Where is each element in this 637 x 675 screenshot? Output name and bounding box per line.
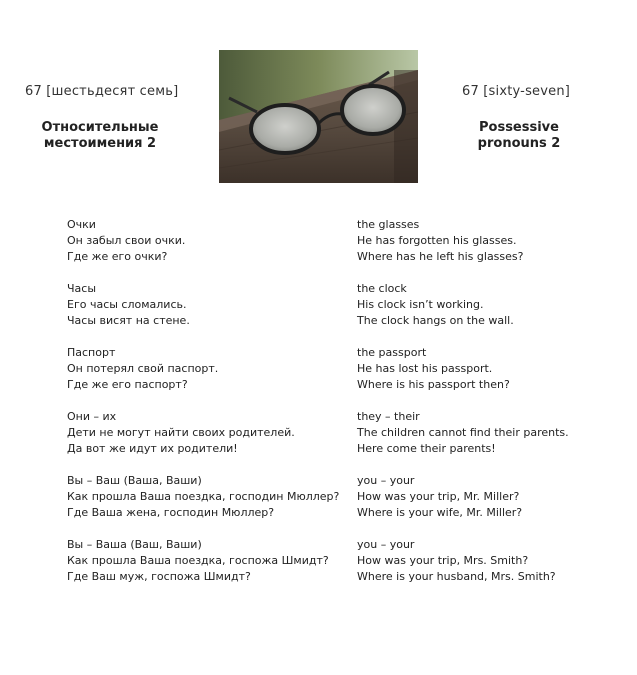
russian-sentence: Дети не могут найти своих родителей. bbox=[67, 426, 295, 439]
russian-sentence: Как прошла Ваша поездка, господин Мюллер? bbox=[67, 490, 340, 503]
phrase-row bbox=[0, 313, 637, 329]
phrase-block bbox=[0, 537, 637, 585]
english-sentence: The children cannot find their parents. bbox=[357, 426, 569, 439]
english-sentence: Where is your husband, Mrs. Smith? bbox=[357, 570, 556, 583]
english-sentence: His clock isn’t working. bbox=[357, 298, 484, 311]
phrase-block bbox=[0, 217, 637, 265]
russian-term: Паспорт bbox=[67, 346, 116, 359]
russian-sentence: Он потерял свой паспорт. bbox=[67, 362, 219, 375]
english-term: the clock bbox=[357, 282, 407, 295]
phrase-row bbox=[0, 297, 637, 313]
phrase-row bbox=[0, 473, 637, 489]
lesson-title-english-line-2: pronouns 2 bbox=[477, 136, 561, 151]
phrase-row bbox=[0, 425, 637, 441]
phrase-row bbox=[0, 281, 637, 297]
russian-sentence: Где же его паспорт? bbox=[67, 378, 188, 391]
phrase-list bbox=[0, 217, 637, 601]
phrase-block bbox=[0, 345, 637, 393]
phrase-block bbox=[0, 409, 637, 457]
russian-term: Часы bbox=[67, 282, 97, 295]
lesson-number-english: 67 [sixty-seven] bbox=[462, 84, 571, 99]
phrase-row bbox=[0, 505, 637, 521]
lesson-number-russian: 67 [шестьдесят семь] bbox=[25, 84, 179, 99]
english-sentence: Where is his passport then? bbox=[357, 378, 510, 391]
phrase-row bbox=[0, 553, 637, 569]
phrase-row bbox=[0, 249, 637, 265]
english-term: the passport bbox=[357, 346, 427, 359]
lesson-title-russian-line-2: местоимения 2 bbox=[43, 136, 157, 151]
russian-sentence: Его часы сломались. bbox=[67, 298, 187, 311]
phrase-row bbox=[0, 233, 637, 249]
phrase-row bbox=[0, 441, 637, 457]
russian-term: Очки bbox=[67, 218, 96, 231]
lesson-title-russian bbox=[30, 120, 170, 152]
russian-sentence: Где же его очки? bbox=[67, 250, 168, 263]
russian-sentence: Как прошла Ваша поездка, госпожа Шмидт? bbox=[67, 554, 329, 567]
lesson-title-russian-line-1: Относительные bbox=[41, 120, 159, 135]
russian-term: Вы – Ваш (Ваша, Ваши) bbox=[67, 474, 202, 487]
english-term: they – their bbox=[357, 410, 420, 423]
russian-term: Вы – Ваша (Ваш, Ваши) bbox=[67, 538, 202, 551]
page-header bbox=[0, 0, 637, 200]
english-sentence: How was your trip, Mrs. Smith? bbox=[357, 554, 529, 567]
english-term: you – your bbox=[357, 474, 415, 487]
russian-sentence: Где Ваш муж, госпожа Шмидт? bbox=[67, 570, 251, 583]
english-sentence: Here come their parents! bbox=[357, 442, 496, 455]
phrase-row bbox=[0, 489, 637, 505]
lesson-title-english bbox=[460, 120, 578, 152]
phrase-row bbox=[0, 377, 637, 393]
english-sentence: Where is your wife, Mr. Miller? bbox=[357, 506, 523, 519]
phrase-row bbox=[0, 217, 637, 233]
phrase-row bbox=[0, 409, 637, 425]
phrase-row bbox=[0, 361, 637, 377]
glasses-photo bbox=[219, 50, 418, 183]
english-term: the glasses bbox=[357, 218, 420, 231]
russian-sentence: Да вот же идут их родители! bbox=[67, 442, 238, 455]
english-sentence: How was your trip, Mr. Miller? bbox=[357, 490, 520, 503]
russian-sentence: Часы висят на стене. bbox=[67, 314, 190, 327]
english-term: you – your bbox=[357, 538, 415, 551]
lesson-title-english-line-1: Possessive bbox=[479, 120, 559, 135]
phrase-row bbox=[0, 345, 637, 361]
russian-term: Они – их bbox=[67, 410, 117, 423]
english-sentence: Where has he left his glasses? bbox=[357, 250, 524, 263]
phrase-block bbox=[0, 281, 637, 329]
english-sentence: He has lost his passport. bbox=[357, 362, 493, 375]
phrase-row bbox=[0, 537, 637, 553]
english-sentence: The clock hangs on the wall. bbox=[357, 314, 514, 327]
russian-sentence: Он забыл свои очки. bbox=[67, 234, 186, 247]
english-sentence: He has forgotten his glasses. bbox=[357, 234, 517, 247]
russian-sentence: Где Ваша жена, господин Мюллер? bbox=[67, 506, 275, 519]
phrase-block bbox=[0, 473, 637, 521]
phrase-row bbox=[0, 569, 637, 585]
